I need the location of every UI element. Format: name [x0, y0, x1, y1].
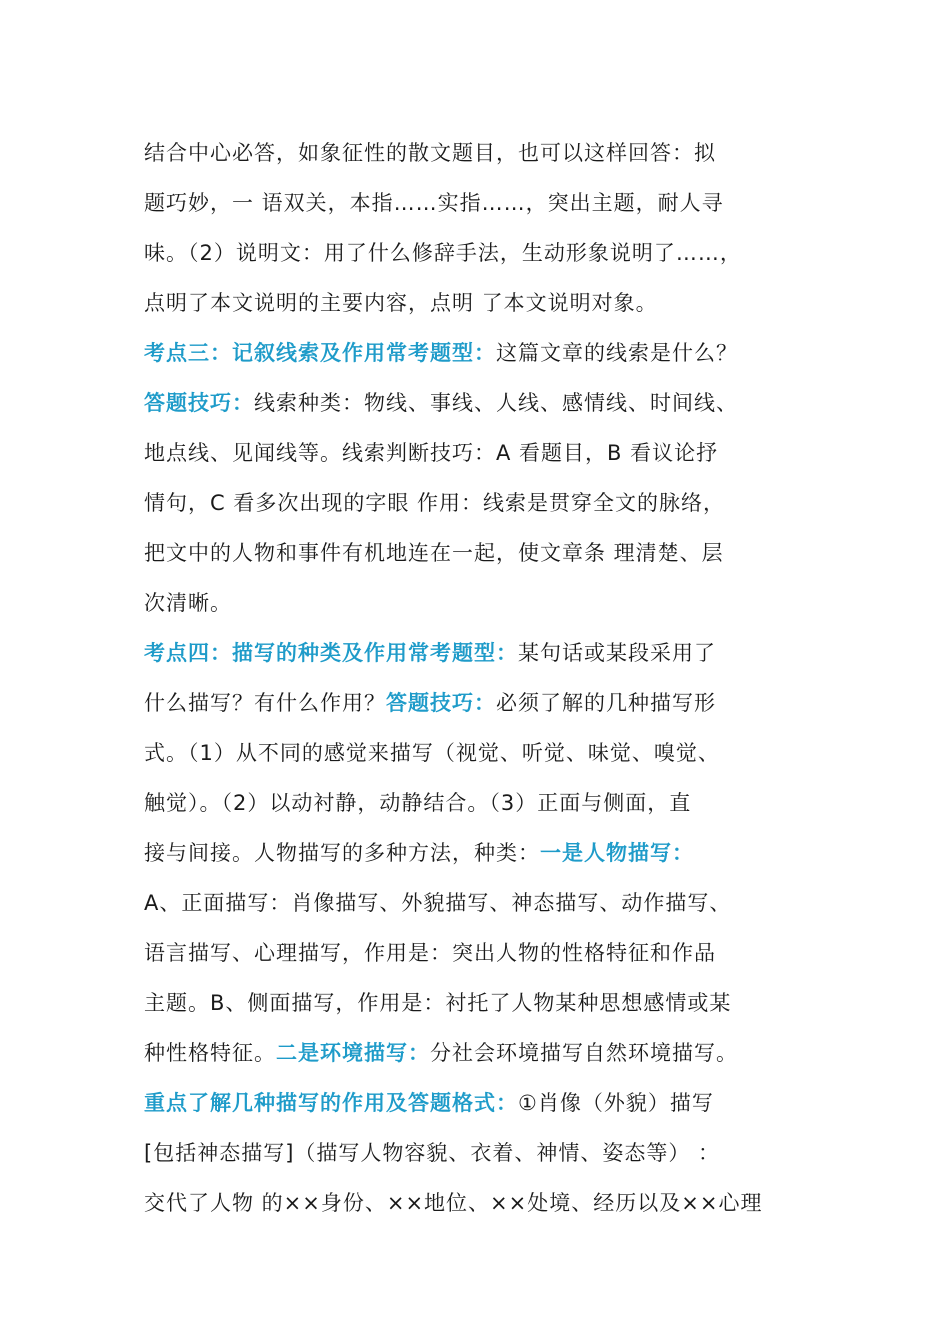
highlighted-heading: 答题技巧： — [386, 691, 496, 715]
text-segment: 结合中心必答，如象征性的散文题目，也可以这样回答：拟 — [144, 141, 716, 165]
text-segment: 必须了解的几种描写形 — [496, 691, 716, 715]
text-segment: [包括神态描写]（描写人物容貌、衣着、神情、姿态等） ： — [144, 1141, 721, 1165]
text-line — [144, 1128, 844, 1178]
text-segment: A、正面描写：肖像描写、外貌描写、神态描写、动作描写、 — [144, 891, 732, 915]
text-segment: 情句，C 看多次出现的字眼 作用：线索是贯穿全文的脉络， — [144, 491, 726, 515]
text-segment: 式。（1）从不同的感觉来描写（视觉、听觉、味觉、嗅觉、 — [144, 741, 720, 765]
text-line — [144, 578, 844, 628]
text-segment: 地点线、见闻线等。线索判断技巧：A 看题目，B 看议论抒 — [144, 441, 719, 465]
body-text — [144, 128, 844, 1228]
text-line — [144, 928, 844, 978]
text-line — [144, 1178, 844, 1228]
text-segment: 分社会环境描写自然环境描写。 — [430, 1041, 738, 1065]
text-line — [144, 428, 844, 478]
text-segment: 主题。B、侧面描写，作用是：衬托了人物某种思想感情或某 — [144, 991, 732, 1015]
text-segment: 某句话或某段采用了 — [518, 641, 716, 665]
text-line — [144, 228, 844, 278]
text-segment: 触觉）。（2）以动衬静，动静结合。（3）正面与侧面，直 — [144, 791, 692, 815]
text-line — [144, 878, 844, 928]
text-line — [144, 528, 844, 578]
text-segment: ①肖像（外貌）描写 — [518, 1091, 714, 1115]
text-segment: 次清晰。 — [144, 591, 232, 615]
text-segment: 味。（2）说明文：用了什么修辞手法，生动形象说明了……， — [144, 241, 742, 265]
text-segment: 语言描写、心理描写，作用是：突出人物的性格特征和作品 — [144, 941, 716, 965]
text-segment: 把文中的人物和事件有机地连在一起，使文章条 理清楚、层 — [144, 541, 724, 565]
highlighted-heading: 二是环境描写： — [276, 1041, 430, 1065]
highlighted-heading: 重点了解几种描写的作用及答题格式： — [144, 1091, 518, 1115]
text-line — [144, 378, 844, 428]
text-line — [144, 478, 844, 528]
text-line — [144, 278, 844, 328]
highlighted-heading: 考点三：记叙线索及作用常考题型： — [144, 341, 496, 365]
text-segment: 什么描写？有什么作用？ — [144, 691, 386, 715]
text-segment: 种性格特征。 — [144, 1041, 276, 1065]
text-segment: 接与间接。人物描写的多种方法，种类： — [144, 841, 540, 865]
text-line — [144, 128, 844, 178]
text-line — [144, 1078, 844, 1128]
text-line — [144, 1028, 844, 1078]
text-line — [144, 978, 844, 1028]
text-line — [144, 778, 844, 828]
text-line — [144, 728, 844, 778]
text-line — [144, 628, 844, 678]
text-segment: 这篇文章的线索是什么？ — [496, 341, 738, 365]
text-segment: 交代了人物 的××身份、××地位、××处境、经历以及××心理 — [144, 1191, 763, 1215]
text-line — [144, 178, 844, 228]
text-segment: 题巧妙，一 语双关，本指……实指……，突出主题，耐人寻 — [144, 191, 724, 215]
text-segment: 点明了本文说明的主要内容，点明 了本文说明对象。 — [144, 291, 658, 315]
highlighted-heading: 一是人物描写： — [540, 841, 694, 865]
highlighted-heading: 答题技巧： — [144, 391, 254, 415]
text-line — [144, 328, 844, 378]
text-line — [144, 678, 844, 728]
text-line — [144, 828, 844, 878]
text-segment: 线索种类：物线、事线、人线、感情线、时间线、 — [254, 391, 738, 415]
highlighted-heading: 考点四：描写的种类及作用常考题型： — [144, 641, 518, 665]
